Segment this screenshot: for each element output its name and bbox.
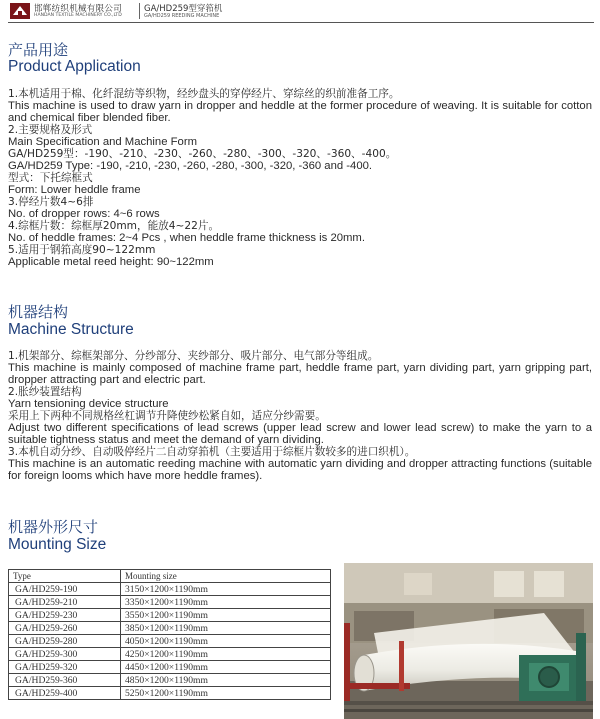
structure-line: 采用上下两种不同规格丝杠调节升降使纱松紧自如，适应分纱需要。 (8, 410, 326, 422)
application-line: No. of dropper rows: 4~6 rows (8, 208, 160, 220)
structure-line: 3.本机自动分纱、自动吸停经片二自动穿筘机（主要适用于综框片数较多的进口织机）。 (8, 446, 416, 458)
cell-type: GA/HD259-400 (9, 687, 121, 700)
cell-type: GA/HD259-300 (9, 648, 121, 661)
cell-size: 3150×1200×1190mm (121, 583, 331, 596)
cell-size: 4050×1200×1190mm (121, 635, 331, 648)
application-body (8, 88, 592, 268)
cell-size: 3550×1200×1190mm (121, 609, 331, 622)
table-row (9, 609, 331, 622)
cell-size: 5250×1200×1190mm (121, 687, 331, 700)
table-row (9, 635, 331, 648)
structure-title-en: Machine Structure (8, 321, 134, 338)
application-line: GA/HD259 Type: -190, -210, -230, -260, -280, -300, -320, -360 and -400. (8, 160, 373, 172)
cell-type: GA/HD259-190 (9, 583, 121, 596)
table-header-row (9, 570, 331, 583)
application-line: Applicable metal reed height: 90~122mm (8, 256, 214, 268)
structure-title-cn: 机器结构 (8, 303, 69, 321)
application-line: 型式：下托综框式 (8, 172, 93, 184)
table-row (9, 674, 331, 687)
cell-type: GA/HD259-210 (9, 596, 121, 609)
cell-size: 4250×1200×1190mm (121, 648, 331, 661)
cell-type: GA/HD259-260 (9, 622, 121, 635)
cell-type: GA/HD259-280 (9, 635, 121, 648)
table-row (9, 661, 331, 674)
cell-type: GA/HD259-230 (9, 609, 121, 622)
size-title-en: Mounting Size (8, 536, 107, 553)
structure-line: This machine is an automatic reeding machine with automatic yarn dividing and dropper attracting functions (suitable for foreign looms which have more heddle frames). (8, 458, 592, 482)
application-line: Main Specification and Machine Form (8, 136, 197, 148)
application-line: Form: Lower heddle frame (8, 184, 141, 196)
table-row (9, 596, 331, 609)
application-line: 4.综框片数：综框厚20mm，能放4~22片。 (8, 220, 220, 232)
company-logo-icon (10, 3, 30, 19)
structure-line: 2.胀纱装置结构 (8, 386, 82, 398)
cell-size: 3850×1200×1190mm (121, 622, 331, 635)
cell-size: 4850×1200×1190mm (121, 674, 331, 687)
model-name-en: GA/HD259 REEDING MACHINE (144, 13, 220, 19)
application-line: 2.主要规格及形式 (8, 124, 93, 136)
structure-line: Yarn tensioning device structure (8, 398, 169, 410)
table-row (9, 687, 331, 700)
company-name-en: HANDAN TEXTILE MACHINERY CO.,LTD (34, 13, 122, 18)
table-row (9, 583, 331, 596)
structure-line: Adjust two different specifications of lead screws (upper lead screw and lower lead screw) to make the yarn to a suitable tightness status and meet the demand of yarn dividing. (8, 422, 592, 446)
application-line: 3.停经片数4~6排 (8, 196, 94, 208)
table-row (9, 622, 331, 635)
table-header-type: Type (9, 570, 121, 583)
application-line: 5.适用于钢筘高度90~122mm (8, 244, 156, 256)
cell-type: GA/HD259-360 (9, 674, 121, 687)
model-name-cn: GA/HD259型穿筘机 (144, 4, 223, 14)
company-name-cn: 邯郸纺织机械有限公司 (34, 4, 123, 14)
table-row (9, 648, 331, 661)
application-line: This machine is used to draw yarn in dropper and heddle at the former procedure of weaving. It is suitable for cotton and chemical fiber blended fiber. (8, 100, 592, 124)
table-header-size: Mounting size (121, 570, 331, 583)
machine-photo (344, 563, 593, 719)
structure-line: 1.机架部分、综框架部分、分纱部分、夹纱部分、吸片部分、电气部分等组成。 (8, 350, 379, 362)
size-title-cn: 机器外形尺寸 (8, 518, 99, 536)
page-header (0, 0, 600, 24)
cell-size: 3350×1200×1190mm (121, 596, 331, 609)
cell-type: GA/HD259-320 (9, 661, 121, 674)
application-line: GA/HD259型：-190、-210、-230、-260、-280、-300、-320、-360、-400。 (8, 148, 397, 160)
structure-line: This machine is mainly composed of machine frame part, heddle frame part, yarn dividing part, yarn gripping part, dropper attracting part and electric part. (8, 362, 592, 386)
cell-size: 4450×1200×1190mm (121, 661, 331, 674)
application-title-en: Product Application (8, 58, 141, 75)
application-title-cn: 产品用途 (8, 41, 69, 59)
application-line: No. of heddle frames: 2~4 Pcs , when heddle frame thickness is 20mm. (8, 232, 365, 244)
header-rule (8, 22, 594, 23)
structure-body (8, 350, 592, 482)
header-divider (139, 3, 140, 19)
application-line: 1.本机适用于棉、化纤混纺等织物，经纱盘头的穿停经片、穿综丝的织前准备工序。 (8, 88, 400, 100)
mounting-size-table (8, 569, 331, 700)
